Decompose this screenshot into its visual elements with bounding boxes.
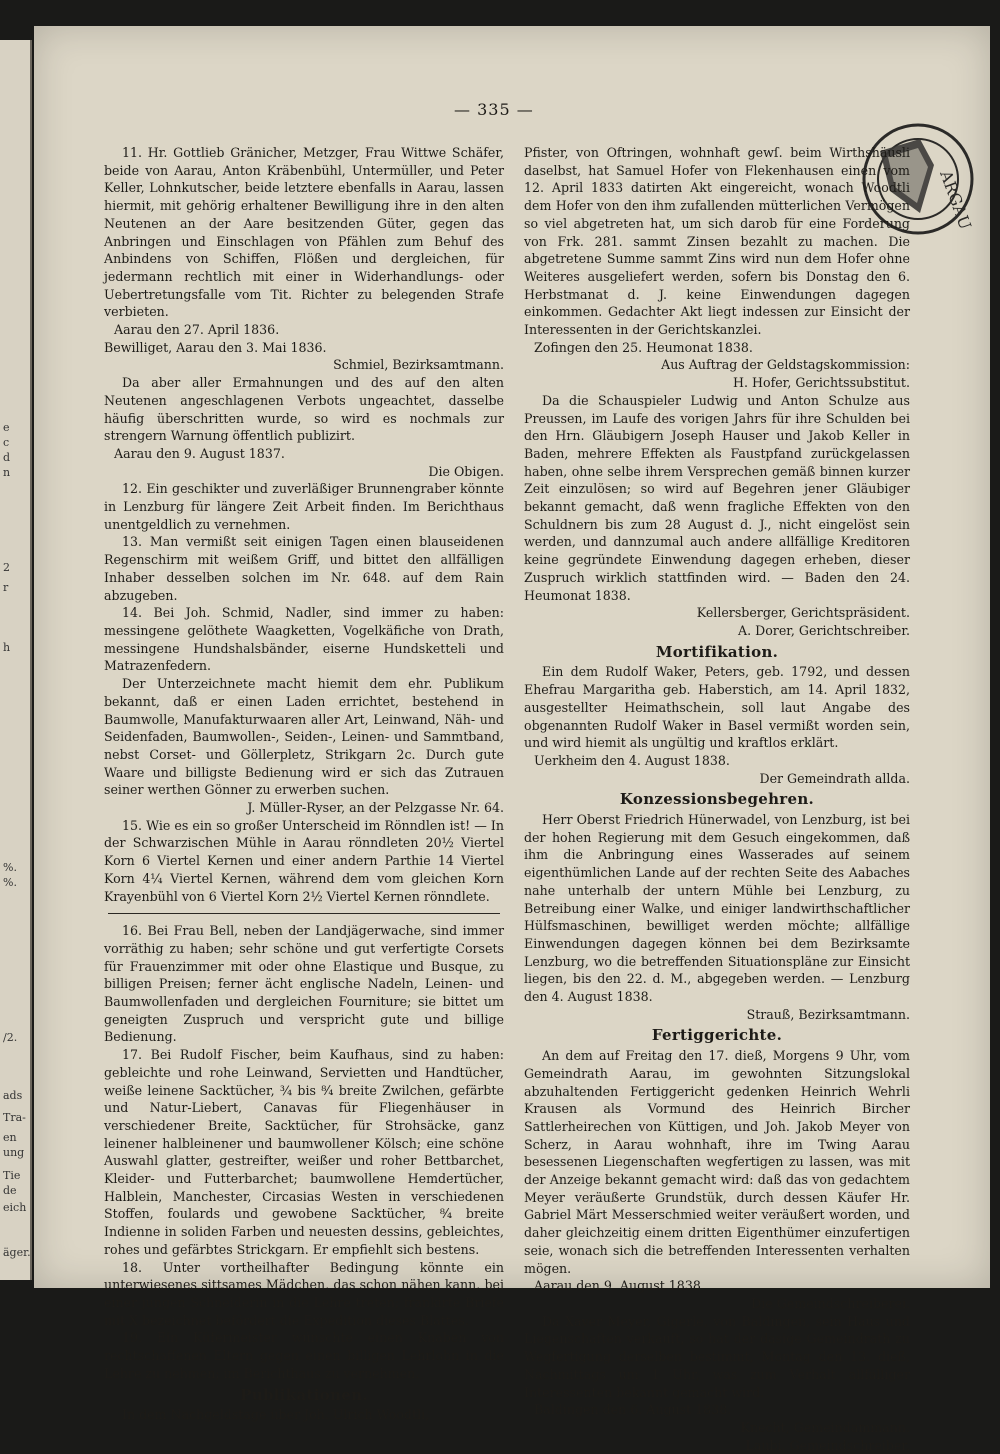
- date-line: Aarau den 27. April 1836.: [114, 322, 280, 338]
- paragraph: Bewilliget, Aarau den 3. Mai 1836.: [104, 339, 327, 355]
- date-line: Uerkheim den 4. August 1838.: [534, 752, 730, 768]
- paragraph: Da Xaver Meyer, Gigerle, von Baldingen, sein Haus und Liegenschaften verkauft, so hat der dasige Gemeindrath zu Wegfertigung derselben bestimmt, Montag den 13. dieß, Nachmittags um 1 Uhr, was zum Verhalt allfälliger Interessenten bekannt gemacht wird.: [524, 1313, 910, 1400]
- right-column: [524, 144, 910, 1454]
- page-number: — 335 —: [454, 100, 534, 119]
- margin-fragment: h: [3, 641, 11, 654]
- paragraph: Da aber aller Ermahnungen und des auf den alten Neutenen angeschlagenen Verbots ungeachtet, dasselbe häufig überschritten wurde, so wird es nochmals zur strengern Warnung öffentlich publizirt.: [104, 375, 504, 444]
- margin-fragment: Tra-: [3, 1111, 26, 1124]
- section-heading: Publikationen.: [240, 1385, 368, 1404]
- paragraph: Der Unterzeichnete macht hiemit dem ehr. Publikum bekannt, daß er einen Laden errichtet, bestehend in Baumwolle, Manufakturwaaren aller Art, Leinwand, Näh- und Seidenfaden, Baumwollen-, Seiden-, Leinen- und Sammtband, nebst Corset- und Göllerpletz, Strikgarn 2c. Durch gute Waare und billigste Bedienung wird er sich das Zutrauen seiner werthen Gönner zu erwerben suchen.: [104, 676, 504, 798]
- margin-fragment: Tie: [3, 1169, 21, 1182]
- signature-line: Aus Auftrag der Geldstagskommission:: [661, 357, 910, 373]
- paragraph: 15. Wie es ein so großer Unterscheid im Rönndlen ist! — In der Schwarzischen Mühle in Aarau rönndleten 20½ Viertel Korn 6 Viertel Kernen und einer andern Parthie 14 Viertel Korn 4¼ Viertel Kernen, während dem vom gleichen Korn Krayenbühl von 6 Viertel Korn 2½ Viertel Kernen rönndlete.: [104, 817, 504, 904]
- paragraph: In dem Nachgeldstage über Joh. Ulrich Woodtli,: [122, 1407, 430, 1423]
- date-line: Zofingen den 25. Heumonat 1838.: [534, 339, 753, 355]
- margin-fragment: %.: [3, 861, 17, 874]
- margin-fragment: c: [3, 436, 10, 449]
- stamp-text: ARGAU: [936, 167, 976, 233]
- paragraph: 18. Unter vortheilhafter Bedingung könnte ein unterwiesenes sittsames Mädchen, das schon nähen kann, bei einer jungen Schneiderin in die Lehre treten; frankirte Briefe mit X bezeichnet befördert die Expedition dieses Blattes.: [104, 1259, 504, 1328]
- margin-fragment: eich: [3, 1201, 27, 1214]
- paragraph: 11. Hr. Gottlieb Gränicher, Metzger, Frau Wittwe Schäfer, beide von Aarau, Anton Kräbenbühl, Untermüller, und Peter Keller, Lohnkutscher, beide letztere ebenfalls in Aarau, lassen hiermit, mit gehörig erhaltener Bewilligung ihre in den alten Neutenen an der Aare besitzenden Güter, gegen das Anbringen und Einschlagen von Pfählen zum Behuf des Anbindens von Schiffen, Flößen und dergleichen, für jedermann rechtlich mit einer in Widerhandlungs- oder Uebertretungsfalle vom Tit. Richter zu belegenden Strafe verbieten.: [104, 145, 504, 320]
- margin-fragment: /2.: [3, 1031, 18, 1044]
- margin-fragment: d: [3, 451, 11, 464]
- signature-line: Die Gemeindschreiberei.: [751, 1296, 910, 1311]
- date-line: Aarau den 9. August 1838.: [534, 1278, 705, 1294]
- paragraph: 12. Ein geschikter und zuverläßiger Brunnengraber könnte in Lenzburg für längere Zeit Arbeit finden. Im Berichthaus unentgeldlich zu vernehmen.: [104, 481, 504, 532]
- margin-fragment: 2: [3, 561, 10, 574]
- signature-line: Laubi, Gemeindschreiber.: [745, 1437, 910, 1453]
- margin-fragment: %.: [3, 876, 17, 889]
- signature-line: Kellersberger, Gerichtspräsident.: [696, 605, 910, 621]
- paragraph: Ein dem Rudolf Waker, Peters, geb. 1792, und dessen Ehefrau Margaritha geb. Haberstich, am 14. April 1832, ausgestellter Heimathschein, soll laut Angabe des obgenannten Rudolf Waker in Basel vermißt worden sein, und wird hiemit als ungültig und kraftlos erklärt.: [524, 664, 910, 751]
- paragraph: 17. Bei Rudolf Fischer, beim Kaufhaus, sind zu haben: gebleichte und rohe Leinwand, Servietten und Handtücher, weiße leinene Sacktücher, ¾ bis ⁸⁄₄ breite Zwilchen, gefärbte und Natur-Liebert, Canavas für Fliegenhäuser in verschiedener Breite, Sacktücher, für Strohsäcke, ganz leinener halbleinener und baumwollener Kölsch; eine schöne Auswahl glatter, gestreifter, weißer und roher Bettbarchet, Kleider- und Futterbarchet; baumwollene Hemdertücher, Halblein, Manchester, Circasias Westen in verschiedenen Stoffen, foulards und gewobene Sacktücher, ⁸⁄₄ breite Indienne in soliden Farben und neuesten dessins, gebleichtes, rohes und gefärbtes Strickgarn. Er empfiehlt sich bestens.: [104, 1047, 504, 1257]
- paragraph: An dem auf Freitag den 17. dieß, Morgens 9 Uhr, vom Gemeindrath Aarau, im gewohnten Sitzungslokal abzuhaltenden Fertiggericht gedenken Heinrich Wehrli Krausen als Vormund des Heinrich Bircher Sattlerheirechen von Küttigen, und Joh. Jakob Meyer von Scherz, in Aarau wohnhaft, ihre im Twing Aarau besessenen Liegenschaften wegfertigen zu lassen, was mit der Anzeige bekannt gemacht wird: daß das von gedachtem Meyer veräußerte Grundstük, durch dessen Käufer Hr. Gabriel Märt Messerschmied weiter veräußert worden, und daher gleichzeitig einem dritten Eigenthümer einzufertigen seie, wonach sich die betreffenden Interessenten verhalten mögen.: [524, 1048, 910, 1276]
- paragraph: 19. Ein Küfermeister wünschte einen Knaben von rechtschaffenen Eltern gegen einen billigen Lehrlohn in die Lehre zu nehmen; im Berichthaus zu vernehmen.: [104, 1330, 504, 1381]
- signature-line: Knecht, Gemeindammann.: [740, 1419, 910, 1435]
- margin-fragment: ung: [3, 1146, 25, 1159]
- date-line: Baldingen den 6. August 1838.: [534, 1402, 732, 1418]
- newspaper-page: [34, 26, 990, 1453]
- signature-line: Schmiel, Bezirksamtmann.: [333, 357, 504, 373]
- margin-fragment: de: [3, 1184, 17, 1197]
- paragraph: 14. Bei Joh. Schmid, Nadler, sind immer zu haben: messingene gelöthete Waagketten, Vogelkäfiche von Drath, messingene Hundshalsbänder, eiserne Hundsketteli und Matrazenfedern.: [104, 605, 504, 674]
- section-heading: Fertiggerichte.: [651, 1026, 783, 1045]
- margin-fragment: en: [3, 1131, 17, 1144]
- section-heading: Mortifikation.: [655, 642, 779, 661]
- margin-fragment: e: [3, 421, 10, 434]
- margin-fragment: n: [3, 466, 11, 479]
- paragraph: 16. Bei Frau Bell, neben der Landjägerwache, sind immer vorräthig zu haben; sehr schöne und gut verfertigte Corsets für Frauenzimmer mit oder ohne Elastique und Busque, zu billigen Preisen; ferner ächt englische Nadeln, Leinen- und Baumwollenfaden und dergleichen Fourniture; sie bittet um geneigten Zuspruch und verspricht gute und billige Bedienung.: [104, 923, 504, 1045]
- margin-fragment: r: [3, 581, 9, 594]
- left-column: [104, 144, 504, 1424]
- date-line: Aarau den 9. August 1837.: [114, 445, 285, 461]
- margin-fragment: äger.: [3, 1246, 31, 1259]
- signature-line: Der Gemeindrath allda.: [759, 770, 910, 786]
- margin-fragment: ads: [3, 1089, 23, 1102]
- adjacent-page-edge: [0, 40, 32, 1280]
- section-divider: [108, 913, 500, 914]
- signature-line: A. Dorer, Gerichtschreiber.: [738, 622, 910, 638]
- paragraph: Pfister, von Oftringen, wohnhaft gewſ. beim Wirthshäusli daselbst, hat Samuel Hofer von Flekenhausen einen vom 12. April 1833 datirten Akt eingereicht, wonach Woodtli dem Hofer von den ihm zufallenden mütterlichen Vermögen so viel abgetreten hat, um sich darob für eine Forderung von Frk. 281. sammt Zinsen bezahlt zu machen. Die abgetretene Summe sammt Zins wird nun dem Hofer ohne Weiteres ausgeliefert werden, sofern bis Donstag den 6. Herbstmanat d. J. keine Einwendungen dagegen einkommen. Gedachter Akt liegt indessen zur Einsicht der Interessenten in der Gerichtskanzlei.: [524, 145, 910, 338]
- paragraph: Herr Oberst Friedrich Hünerwadel, von Lenzburg, ist bei der hohen Regierung mit dem Gesuch eingekommen, daß ihm die Anbringung eines Wasserades auf seinem eigenthümlichen Lande auf der rechten Seite des Aabaches nahe unterhalb der untern Mühle bei Lenzburg, zu Betreibung einer Walke, und einiger landwirthschaftlicher Hülfsmaschinen, bewilliget werden möchte; allfällige Einwendungen dagegen können bei dem Bezirksamte Lenzburg, wo die betreffenden Situationspläne zur Einsicht liegen, bis den 22. d. M., abgegeben werden. — Lenzburg den 4. August 1838.: [524, 812, 910, 1005]
- paragraph: Da die Schauspieler Ludwig und Anton Schulze aus Preussen, im Laufe des vorigen Jahrs für ihre Schulden bei den Hrn. Gläubigern Joseph Hauser und Jakob Keller in Baden, mehrere Effekten als Faustpfand zurückgelassen haben, ohne selbe ihrem Versprechen gemäß binnen kurzer Zeit einzulösen; so wird auf Begehren jener Gläubiger bekannt gemacht, daß wenn fragliche Effekten von den Schuldnern bis zum 28 August d. J., nicht eingelöst sein werden, und dannzumal auch andere allfällige Kreditoren keine gegründete Einwendung dagegen erheben, dieser Zuspruch wirklich stattfinden wird. — Baden den 24. Heumonat 1838.: [524, 392, 910, 603]
- signature-line: Strauß, Bezirksamtmann.: [746, 1006, 910, 1022]
- signature-line: Die Obigen.: [428, 463, 504, 479]
- signature-line: J. Müller-Ryser, an der Pelzgasse Nr. 64.: [247, 800, 504, 816]
- signature-line: H. Hofer, Gerichtssubstitut.: [733, 375, 910, 391]
- paragraph: 13. Man vermißt seit einigen Tagen einen blauseidenen Regenschirm mit weißem Griff, und bittet den allfälligen Inhaber desselben solchen im Nr. 648. auf dem Rain abzugeben.: [104, 534, 504, 603]
- section-heading: Konzessionsbegehren.: [619, 790, 815, 809]
